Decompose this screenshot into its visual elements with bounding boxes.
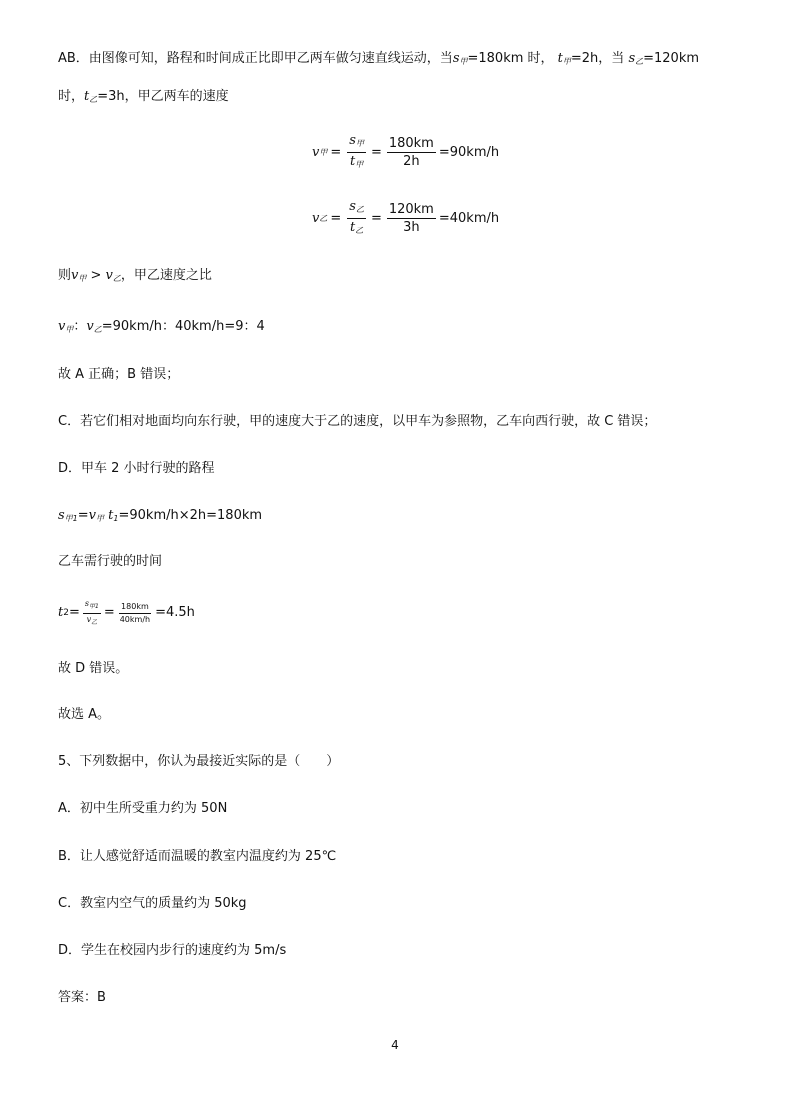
question-5: 5、下列数据中，你认为最接近实际的是（ ） <box>58 754 340 769</box>
option-d-analysis: D．甲车 2 小时行驶的路程 <box>58 461 215 476</box>
fraction-numeric: $\frac{180km}{40km/h}$ <box>119 601 151 624</box>
velocity-yi-equation: v 乙 = $\frac{s_乙}{t_乙}$ = $\frac{120km}{3h}$ =40km/h <box>0 198 790 238</box>
fraction-numeric: $\frac{180km}{2h}$ <box>388 135 434 169</box>
yi-time-label: 乙车需行驶的时间 <box>58 554 163 569</box>
option-d: D．学生在校园内步行的速度约为 5m/s <box>58 943 287 958</box>
answer: 答案：B <box>58 990 106 1005</box>
conclusion-d: 故 D 错误。 <box>58 661 129 676</box>
option-c: C．教室内空气的质量约为 50kg <box>58 896 247 911</box>
speed-compare-line: 则$v_甲 > v_乙$，甲乙速度之比 <box>58 268 212 283</box>
fraction-symbolic: $\frac{s_甲}{t_甲}$ <box>349 132 364 169</box>
option-a: A．初中生所受重力约为 50N <box>58 801 228 816</box>
choose-answer: 故选 A。 <box>58 707 111 722</box>
fraction-numeric: $\frac{120km}{3h}$ <box>388 201 434 235</box>
time-equation: t 2 = $\frac{s_{甲1}}{v_乙}$ = $\frac{180km}{40km/h}$ =4.5h <box>58 598 195 626</box>
ab-analysis-line1: AB．由图像可知，路程和时间成正比即甲乙两车做匀速直线运动，当$s_甲=180km$ 时， $t_甲=2h$，当 $s_乙=120km$ <box>58 51 700 66</box>
velocity-jia-equation: v 甲 = $\frac{s_甲}{t_甲}$ = $\frac{180km}{2h}$ =90km/h <box>0 132 790 172</box>
option-b: B．让人感觉舒适而温暖的教室内温度约为 25℃ <box>58 849 337 864</box>
fraction-symbolic: $\frac{s_{甲1}}{v_乙}$ <box>84 598 99 626</box>
fraction-symbolic: $\frac{s_乙}{t_乙}$ <box>349 198 364 235</box>
speed-ratio-line: $v_甲$：$v_乙=90km/h$：40km/h=9：4 <box>58 319 265 334</box>
ab-analysis-line2: 时，$t_乙=3h$，甲乙两车的速度 <box>58 89 229 104</box>
distance-equation: $s_{甲1}=v_甲$ $t_1=90km/h\times 2h=180km$ <box>58 508 263 523</box>
option-c-analysis: C．若它们相对地面均向东行驶，甲的速度大于乙的速度，以甲车为参照物，乙车向西行驶，故 C 错误； <box>58 414 657 429</box>
page-number: 4 <box>391 1038 399 1052</box>
conclusion-ab: 故 A 正确；B 错误； <box>58 367 180 382</box>
